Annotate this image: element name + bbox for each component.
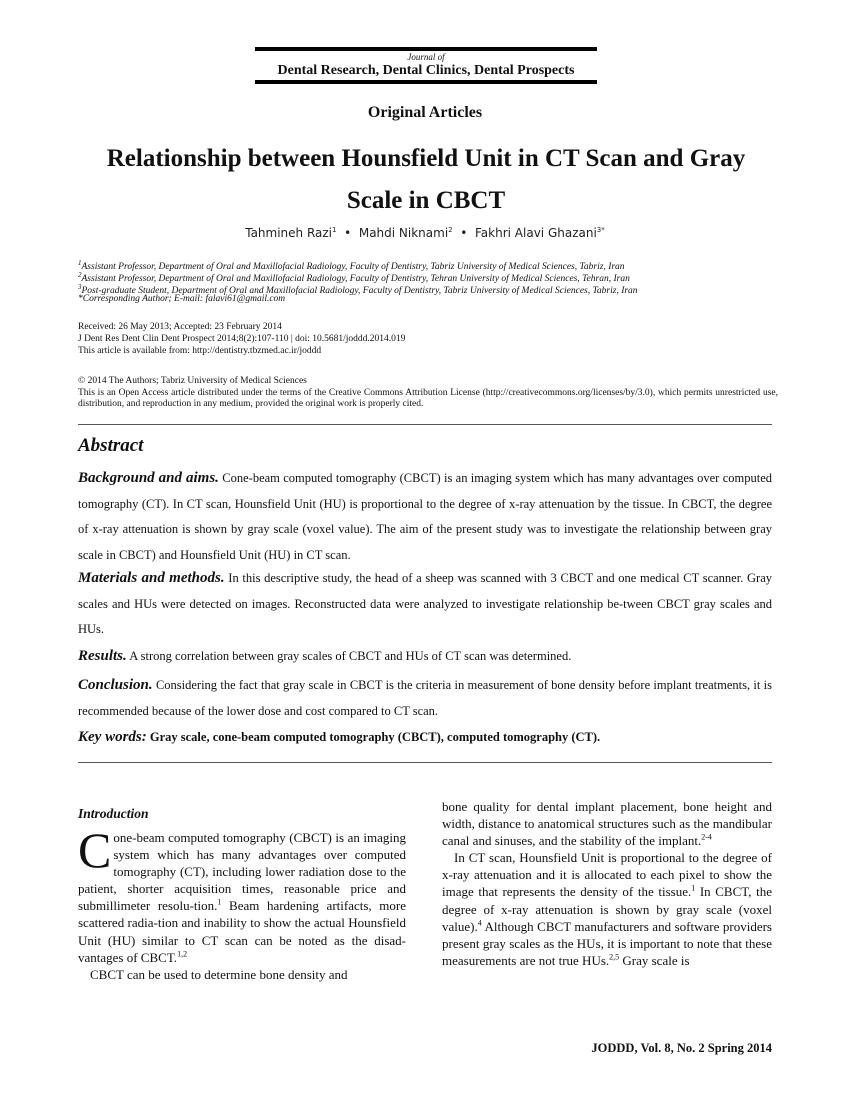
intro-right-column: bone quality for dental implant placement, bone height and width, distance to anatomical structures such as the mandibular canal and sinuses, and the stability of the implant.$^{2-4}$ In CT scan, Hounsfield Unit is proportional to the degree of x-ray attenuation and it is allocated to each pixel to show the image that represents the density of the tissue.$^1$ In CBCT, the degree of x-ray attenuation is shown by gray scale (voxel value).$^4$ Although CBCT manufacturers and software providers present gray scales as the HUs, it is important to note that these measurements are not true HUs.$^{2,5}$ Gray scale is [442, 799, 772, 968]
abstract-methods: Materials and methods. In this descriptive study, the head of a sheep was scanned with 3 CBCT and one medical CT scanner. Gray scales and HUs were detected on images. Reconstructed data were analyzed to investigate relationship be-tween CBCT gray scales and HUs. [78, 570, 773, 636]
section-type: Original Articles [367, 104, 483, 121]
page-footer: JODDD, Vol. 8, No. 2 Spring 2014 [591, 1041, 772, 1055]
author-name: Tahmineh Razi [245, 226, 333, 240]
received-dates: Received: 26 May 2013; Accepted: 23 February 2014 [78, 322, 282, 332]
author-separator: • [344, 226, 352, 240]
abstract-label: Key words: [78, 729, 147, 745]
author-name: Mahdi Niknami [358, 226, 449, 240]
abstract-label: Background and aims. [78, 470, 219, 486]
affiliation: $^1$Assistant Professor, Department of Oral and Maxillofacial Radiology, Faculty of Dentistry, Tabriz University of Medical Sciences, Tabriz, Iran [78, 259, 625, 273]
intro-paragraph: CBCT can be used to determine bone density and [90, 966, 348, 982]
affiliation: $^2$Assistant Professor, Department of Oral and Maxillofacial Radiology, Faculty of Dentistry, Tehran University of Medical Sciences, Tehran, Iran [78, 271, 630, 285]
introduction-heading: Introduction [78, 806, 149, 821]
abstract-heading: Abstract [78, 435, 144, 456]
author-sup: 1 [332, 226, 337, 234]
abstract-keywords: Key words: Gray scale, cone-beam computed tomography (CBCT), computed tomography (CT). [78, 729, 601, 745]
abstract-label: Materials and methods. [78, 570, 225, 586]
header-rule-bottom [255, 81, 597, 84]
journal-of-label: Journal of [407, 52, 445, 62]
author-separator: • [460, 226, 468, 240]
author-sup: 2 [448, 226, 453, 234]
affiliation: $^3$Post-graduate Student, Department of Oral and Maxillofacial Radiology, Faculty of Dentistry, Tabriz University of Medical Sciences, Tabriz, Iran [78, 283, 638, 297]
citation: J Dent Res Dent Clin Dent Prospect 2014;8(2):107-110 | doi: 10.5681/joddd.2014.019 [78, 334, 406, 344]
divider [78, 762, 772, 763]
drop-cap: C [78, 822, 112, 878]
intro-left-column: Cone-beam computed tomography (CBCT) is an imaging system which has many advantages over computed tomography (CT), including lower radiation dose to the patient, shorter acquisition times, reasonable price and submillimeter resolu-tion.$^1$ Beam hardening artifacts, more scattered radia-tion and inability to show the actual Hounsfield Unit (HU) similar to CT scan can be noted as the disad-vantages of CBCT.$^{1,2}$ CBCT can be used to determine bone density and [78, 822, 406, 982]
header-rule-top-thin [255, 50, 597, 51]
author-list [0, 226, 850, 240]
divider [78, 424, 772, 425]
availability: This article is available from: http://dentistry.tbzmed.ac.ir/joddd [78, 346, 322, 356]
license-text: This is an Open Access article distributed under the terms of the Creative Commons Attribution License (http://creativecommons.org/licenses/by/3.0), which permits unrestricted use, distribution, and reproduction in any medium, provided the original work is properly cited. [78, 388, 778, 409]
author-name: Fakhri Alavi Ghazani [475, 226, 597, 240]
abstract-label: Conclusion. [78, 677, 153, 693]
abstract-background: Background and aims. Cone-beam computed tomography (CBCT) is an imaging system which has many advantages over computed tomography (CT). In CT scan, Hounsfield Unit (HU) is proportional to the degree of x-ray attenuation by the tissue. In CBCT, the degree of x-ray attenuation is shown by gray scale (voxel value). The aim of the present study was to investigate the relationship between gray scale in CBCT) and Hounsfield Unit (HU) in CT scan. [78, 470, 772, 562]
abstract-results: Results. A strong correlation between gray scales of CBCT and HUs of CT scan was determined. [78, 648, 572, 664]
abstract-conclusion: Conclusion. Considering the fact that gray scale in CBCT is the criteria in measurement of bone density before implant treatments, it is recommended because of the lower dose and cost compared to CT scan. [78, 677, 773, 718]
author-sup: 3* [596, 226, 605, 234]
abstract-label: Results. [78, 648, 127, 664]
article-title: Relationship between Hounsfield Unit in CT Scan and Gray Scale in CBCT [106, 145, 746, 214]
corresponding-author: *Corresponding Author; E-mail: falavi61@gmail.com [78, 294, 286, 304]
journal-name: Dental Research, Dental Clinics, Dental Prospects [277, 63, 575, 78]
copyright: © 2014 The Authors; Tabriz University of Medical Sciences [78, 376, 307, 386]
